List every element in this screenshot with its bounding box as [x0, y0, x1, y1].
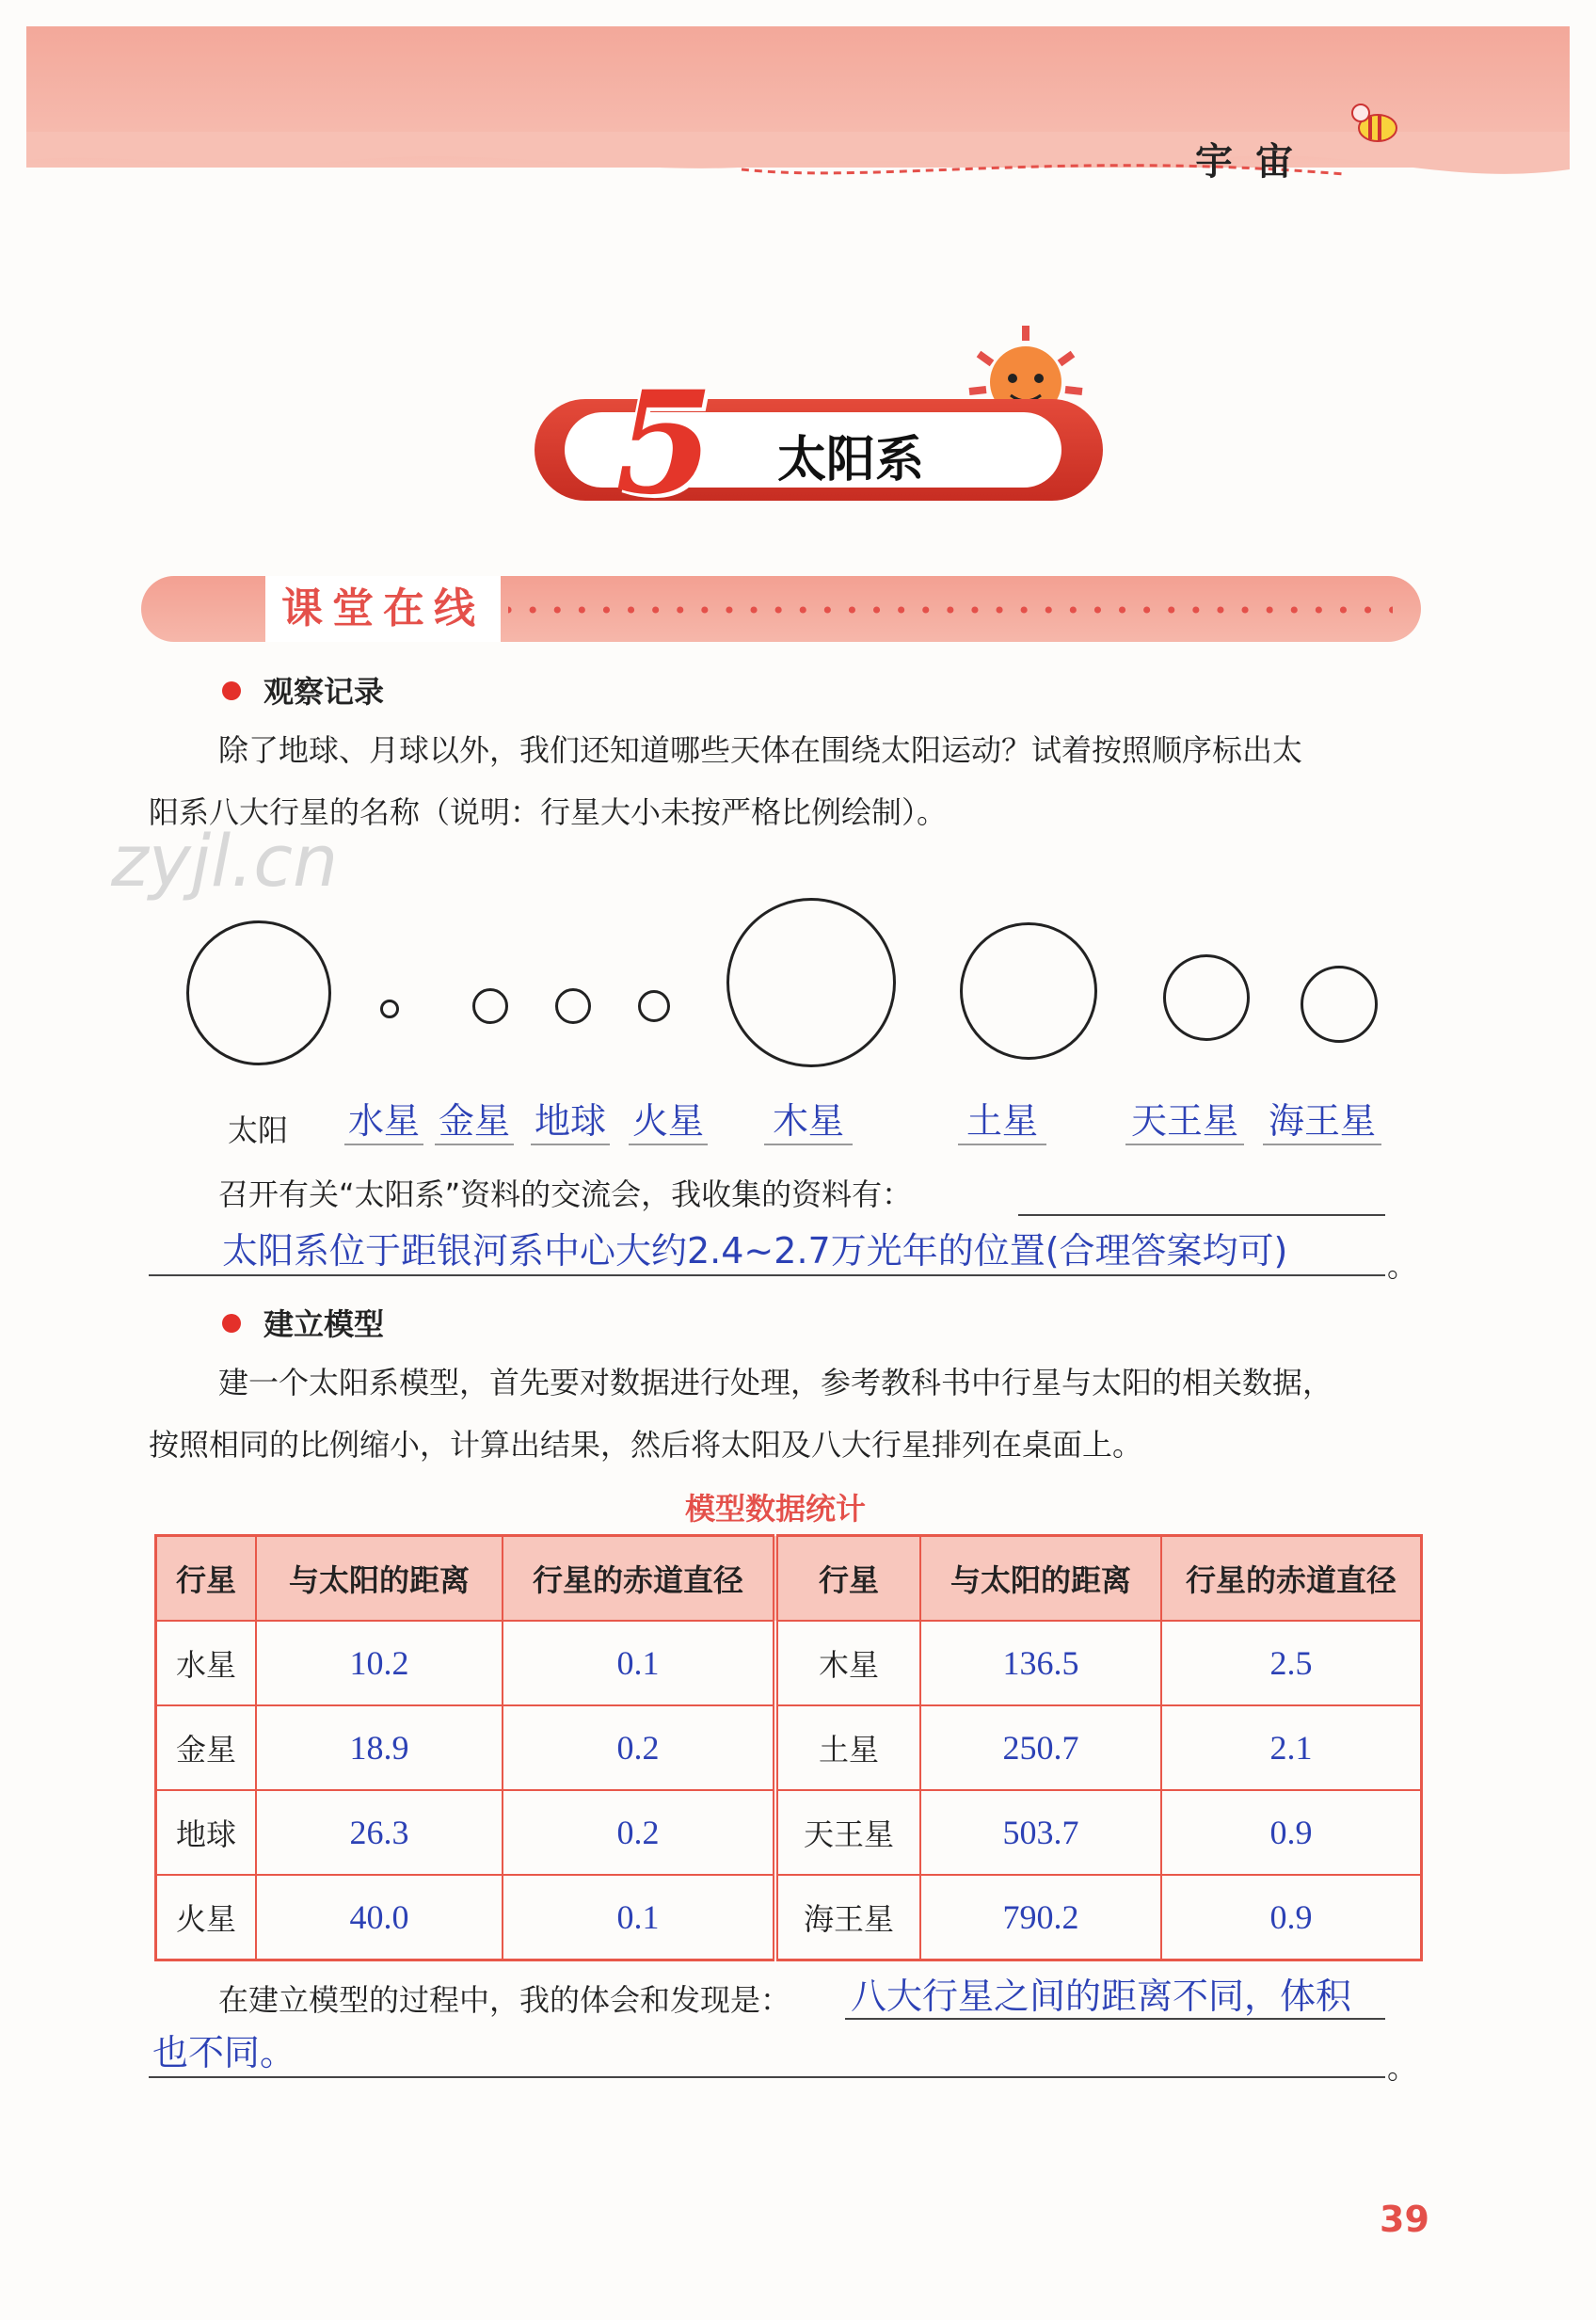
exchange-answer-line-2	[149, 1274, 1385, 1276]
planet-label-mercury: 水星	[344, 1092, 423, 1145]
observation-heading: 观察记录	[222, 668, 384, 712]
table-cell: 天王星	[775, 1790, 920, 1875]
exchange-prompt: 召开有关“太阳系”资料的交流会，我收集的资料有：	[218, 1176, 913, 1212]
table-cell: 2.1	[1161, 1705, 1422, 1790]
bee-icon	[1348, 100, 1404, 147]
table-cell: 0.1	[503, 1875, 775, 1960]
table-header: 行星	[156, 1536, 257, 1622]
table-cell: 40.0	[256, 1875, 503, 1960]
table-cell: 地球	[156, 1790, 257, 1875]
table-header: 与太阳的距离	[256, 1536, 503, 1622]
planet-label-uranus: 天王星	[1125, 1092, 1244, 1145]
watermark: zyjl.cn	[111, 819, 339, 903]
planet-label-venus: 金星	[435, 1092, 514, 1145]
model-intro-1: 建一个太阳系模型，首先要对数据进行处理，参考教科书中行星与太阳的相关数据，	[218, 1365, 1333, 1400]
table-cell: 136.5	[920, 1621, 1161, 1705]
reflection-prompt: 在建立模型的过程中，我的体会和发现是：	[218, 1982, 791, 2018]
table-cell: 0.9	[1161, 1875, 1422, 1960]
reflection-answer-2: 也不同。	[152, 2032, 296, 2073]
reflection-line-2	[149, 2076, 1385, 2078]
uranus-circle	[1163, 954, 1250, 1041]
table-cell: 250.7	[920, 1705, 1161, 1790]
table-cell: 0.2	[503, 1790, 775, 1875]
table-cell: 金星	[156, 1705, 257, 1790]
table-row	[156, 1790, 1422, 1875]
model-intro-2: 按照相同的比例缩小，计算出结果，然后将太阳及八大行星排列在桌面上。	[149, 1427, 1143, 1463]
exchange-period: 。	[1387, 1248, 1418, 1284]
neptune-circle	[1301, 966, 1378, 1043]
jupiter-circle	[726, 898, 896, 1067]
page-number: 39	[1380, 2199, 1429, 2240]
section-label: 课堂在线	[265, 576, 501, 642]
table-cell: 木星	[775, 1621, 920, 1705]
venus-circle	[472, 988, 508, 1024]
observation-prompt-1: 除了地球、月球以外，我们还知道哪些天体在围绕太阳运动？试着按照顺序标出太	[218, 732, 1303, 768]
planet-label-neptune: 海王星	[1263, 1092, 1381, 1145]
table-cell: 18.9	[256, 1705, 503, 1790]
table-cell: 水星	[156, 1621, 257, 1705]
observation-prompt-2: 阳系八大行星的名称（说明：行星大小未按严格比例绘制）。	[149, 794, 948, 830]
table-cell: 土星	[775, 1705, 920, 1790]
table-cell: 26.3	[256, 1790, 503, 1875]
table-row	[156, 1875, 1422, 1960]
sun-label: 太阳	[228, 1112, 289, 1148]
planet-label-jupiter: 木星	[764, 1092, 853, 1145]
planet-label-earth: 地球	[531, 1092, 610, 1145]
table-cell: 10.2	[256, 1621, 503, 1705]
table-cell: 0.9	[1161, 1790, 1422, 1875]
table-cell: 790.2	[920, 1875, 1161, 1960]
mercury-circle	[380, 1000, 399, 1018]
lesson-title: 太阳系	[777, 432, 925, 488]
exchange-answer: 太阳系位于距银河系中心大约2.4~2.7万光年的位置(合理答案均可)	[222, 1230, 1288, 1272]
exchange-answer-line-1	[1018, 1214, 1385, 1216]
model-heading: 建立模型	[222, 1301, 384, 1344]
section-dots	[508, 606, 1393, 614]
sun-circle	[186, 920, 331, 1065]
header-wave	[26, 132, 1570, 207]
table-header: 行星	[775, 1536, 920, 1622]
table-header: 与太阳的距离	[920, 1536, 1161, 1622]
table-cell: 503.7	[920, 1790, 1161, 1875]
table-caption: 模型数据统计	[685, 1491, 867, 1527]
table-row	[156, 1621, 1422, 1705]
mars-circle	[638, 990, 670, 1022]
table-cell: 海王星	[775, 1875, 920, 1960]
planet-label-mars: 火星	[629, 1092, 708, 1145]
table-header: 行星的赤道直径	[503, 1536, 775, 1622]
table-row	[156, 1705, 1422, 1790]
table-header: 行星的赤道直径	[1161, 1536, 1422, 1622]
reflection-answer-1: 八大行星之间的距离不同，体积	[851, 1976, 1352, 2017]
unit-title: 宇宙	[1195, 140, 1316, 184]
reflection-period: 。	[1387, 2050, 1418, 2086]
planet-label-saturn: 土星	[958, 1092, 1046, 1145]
reflection-line-1	[845, 2018, 1385, 2020]
model-data-table	[154, 1534, 1423, 1961]
table-cell: 0.1	[503, 1621, 775, 1705]
table-cell: 0.2	[503, 1705, 775, 1790]
table-cell: 火星	[156, 1875, 257, 1960]
table-header-row	[156, 1536, 1422, 1622]
table-cell: 2.5	[1161, 1621, 1422, 1705]
saturn-circle	[960, 922, 1097, 1060]
lesson-number: 5	[615, 360, 714, 526]
earth-circle	[555, 988, 591, 1024]
